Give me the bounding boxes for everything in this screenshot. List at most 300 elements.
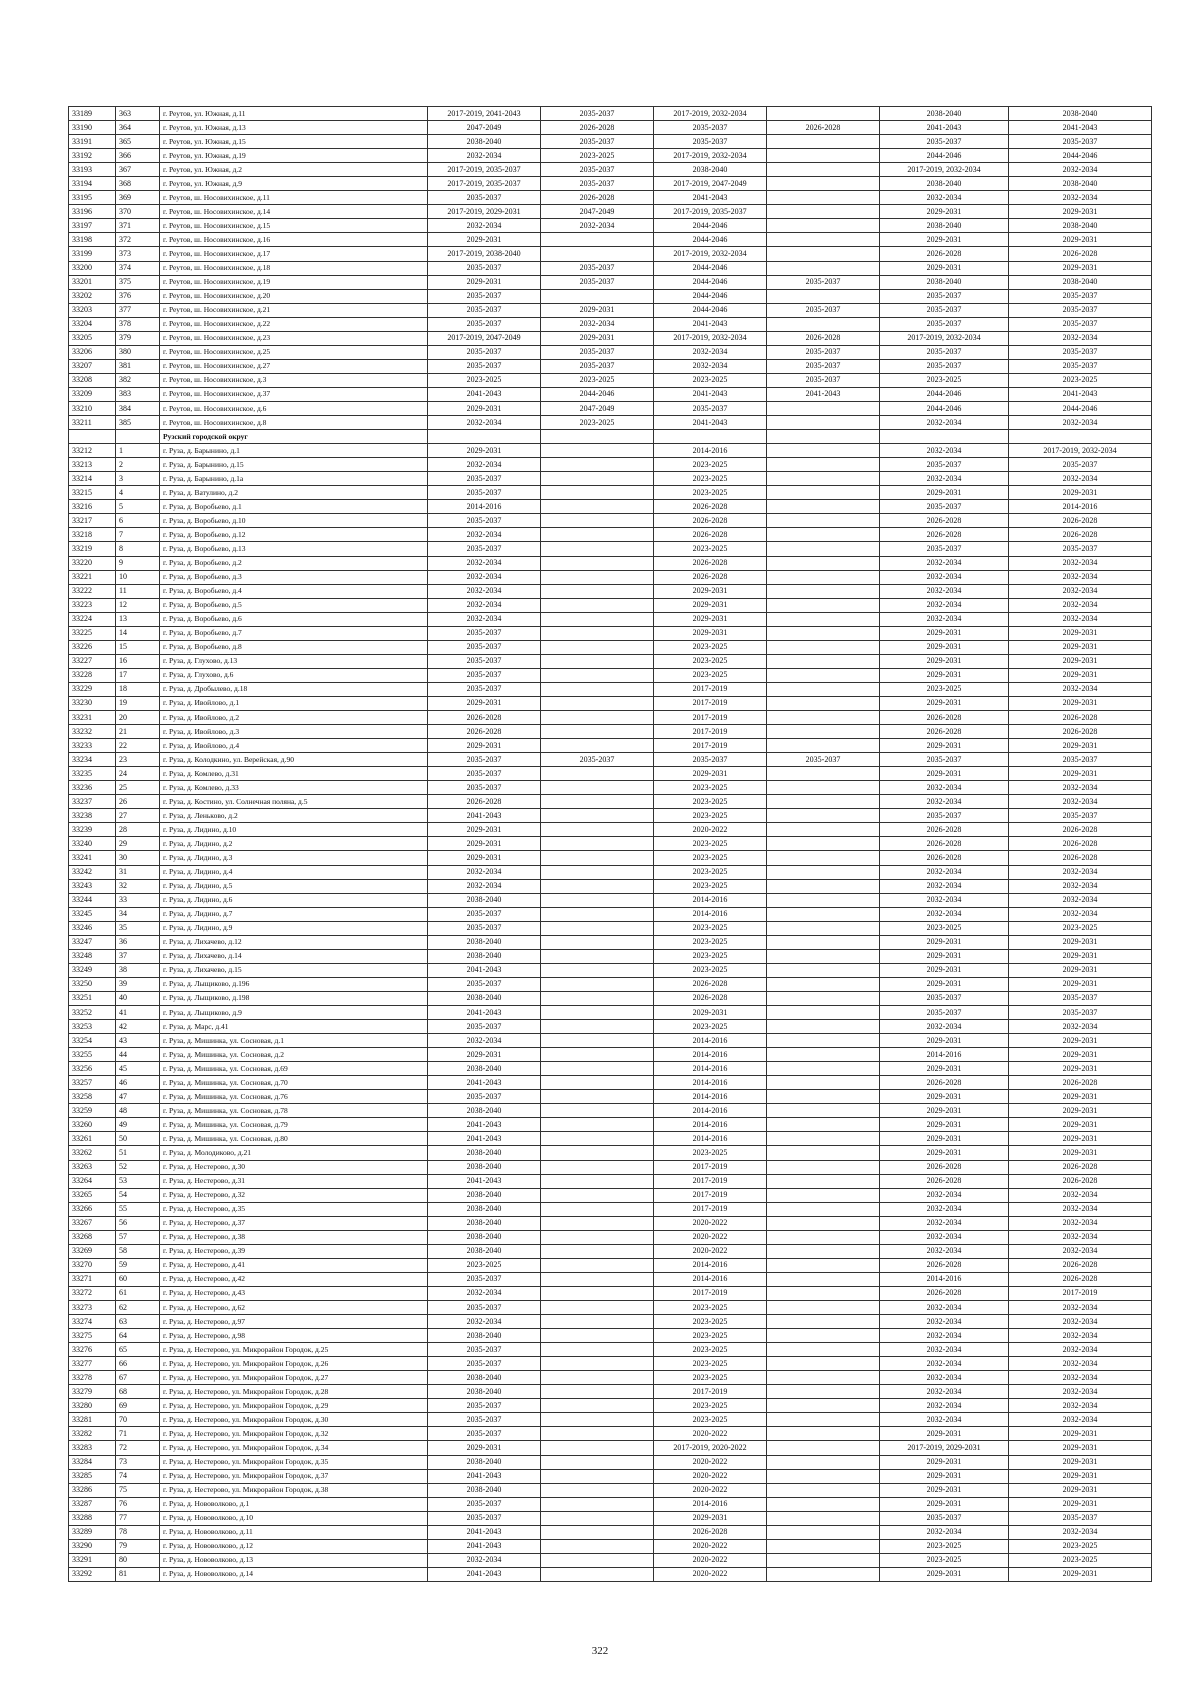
table-cell: 33203 [69,303,116,317]
table-cell: 2023-2025 [880,921,1009,935]
table-cell: 2023-2025 [654,373,767,387]
table-cell: 2029-2031 [880,654,1009,668]
table-cell [767,430,880,444]
table-cell: 2026-2028 [654,528,767,542]
table-cell: г. Руза, д. Воробьево, д.8 [160,640,428,654]
table-cell: 2032-2034 [1009,893,1152,907]
table-cell [767,135,880,149]
table-cell: г. Руза, д. Барынино, д.15 [160,458,428,472]
table-cell: 33252 [69,1006,116,1020]
table-cell: 2017-2019 [654,1286,767,1300]
table-cell: 2032-2034 [1009,1371,1152,1385]
table-row [69,1329,1152,1343]
table-cell: 2032-2034 [541,219,654,233]
table-cell [767,556,880,570]
table-cell: 33190 [69,121,116,135]
table-cell [767,1329,880,1343]
table-cell: 2029-2031 [880,1090,1009,1104]
table-cell [541,1497,654,1511]
table-cell: 33198 [69,233,116,247]
table-cell: 13 [116,612,160,626]
table-row [69,1272,1152,1286]
table-cell [767,1567,880,1581]
table-row [69,233,1152,247]
table-cell: 33196 [69,205,116,219]
table-cell: 2029-2031 [428,851,541,865]
table-cell: г. Руза, д. Воробьево, д.10 [160,514,428,528]
table-cell: 2026-2028 [1009,514,1152,528]
page-number: 322 [591,1645,609,1657]
table-row [69,1160,1152,1174]
table-cell: 2029-2031 [1009,1567,1152,1581]
table-cell [767,809,880,823]
table-cell [767,542,880,556]
table-cell: 2026-2028 [880,711,1009,725]
table-cell: 74 [116,1469,160,1483]
table-cell [541,711,654,725]
table-cell [541,1315,654,1329]
table-row [69,879,1152,893]
table-cell: 2029-2031 [880,205,1009,219]
table-cell: 2035-2037 [767,275,880,289]
table-cell: 2029-2031 [428,696,541,710]
table-cell [541,556,654,570]
table-row [69,1483,1152,1497]
table-cell: 2032-2034 [654,359,767,373]
table-row [69,458,1152,472]
table-cell [767,1371,880,1385]
table-cell: 17 [116,668,160,682]
table-cell: 2029-2031 [1009,1118,1152,1132]
table-cell: 2017-2019, 2047-2049 [428,331,541,345]
table-cell: г. Руза, д. Нестерово, ул. Микрорайон Городок, д.32 [160,1427,428,1441]
table-cell: 33202 [69,289,116,303]
table-cell: 2029-2031 [654,584,767,598]
table-cell: 2032-2034 [428,1553,541,1567]
table-cell: 370 [116,205,160,219]
table-cell [541,725,654,739]
table-cell: 2044-2046 [880,401,1009,415]
table-cell: 2014-2016 [654,1104,767,1118]
table-cell: 2032-2034 [428,598,541,612]
table-row [69,753,1152,767]
table-cell: 2035-2037 [428,1511,541,1525]
table-row [69,1553,1152,1567]
table-cell: 2035-2037 [1009,135,1152,149]
table-cell: 2032-2034 [1009,1357,1152,1371]
table-cell: г. Руза, д. Нестерово, д.97 [160,1315,428,1329]
table-cell: 2029-2031 [541,303,654,317]
table-cell: 2032-2034 [880,1216,1009,1230]
table-cell: г. Руза, д. Нововолково, д.11 [160,1525,428,1539]
table-cell: 2017-2019 [1009,1286,1152,1300]
table-cell [767,570,880,584]
table-cell: 2017-2019, 2032-2034 [654,107,767,121]
table-cell: 2035-2037 [767,373,880,387]
table-cell [767,1497,880,1511]
table-cell: 35 [116,921,160,935]
table-cell: г. Руза, д. Ивойлово, д.2 [160,711,428,725]
table-cell: 2029-2031 [880,1132,1009,1146]
table-cell: 2017-2019, 2041-2043 [428,107,541,121]
table-cell: г. Руза, д. Воробьево, д.1 [160,500,428,514]
table-cell: 42 [116,1020,160,1034]
table-cell: 2032-2034 [428,149,541,163]
table-cell [541,851,654,865]
table-cell: 2032-2034 [880,893,1009,907]
table-cell [69,430,116,444]
table-cell: г. Реутов, ш. Носовихинское, д.15 [160,219,428,233]
table-cell: 2035-2037 [428,767,541,781]
table-cell: 367 [116,163,160,177]
table-cell: г. Руза, д. Барынино, д.1 [160,444,428,458]
table-cell: 33235 [69,767,116,781]
table-cell: 2026-2028 [1009,1174,1152,1188]
table-cell [541,289,654,303]
table-cell [541,626,654,640]
table-cell [541,1132,654,1146]
table-cell: 33257 [69,1076,116,1090]
table-cell [541,1076,654,1090]
table-cell: 33225 [69,626,116,640]
table-cell: 2032-2034 [880,781,1009,795]
table-cell: 2029-2031 [428,275,541,289]
table-cell: 33250 [69,977,116,991]
table-cell: 2029-2031 [880,640,1009,654]
table-cell: 371 [116,219,160,233]
table-row [69,303,1152,317]
table-cell: 2032-2034 [1009,584,1152,598]
table-cell: 14 [116,626,160,640]
table-cell: 33192 [69,149,116,163]
table-row [69,893,1152,907]
table-cell: 33207 [69,359,116,373]
table-cell: 41 [116,1006,160,1020]
table-cell [767,991,880,1005]
table-cell [541,991,654,1005]
table-cell: 385 [116,416,160,430]
table-cell: 2035-2037 [654,401,767,415]
table-row [69,823,1152,837]
table-cell: 2023-2025 [654,809,767,823]
table-cell: 33217 [69,514,116,528]
table-cell [541,1230,654,1244]
table-cell [767,640,880,654]
table-cell: 2032-2034 [1009,1385,1152,1399]
table-cell [541,1258,654,1272]
table-cell: 2029-2031 [880,767,1009,781]
table-row [69,1539,1152,1553]
table-cell: 2035-2037 [1009,359,1152,373]
table-cell [767,317,880,331]
table-cell: 52 [116,1160,160,1174]
table-cell: 2035-2037 [1009,991,1152,1005]
table-cell: г. Руза, д. Нестерово, д.38 [160,1230,428,1244]
table-cell [767,163,880,177]
table-cell: 2029-2031 [1009,1034,1152,1048]
table-row [69,1202,1152,1216]
table-cell [767,191,880,205]
table-cell: 33226 [69,640,116,654]
table-row [69,1286,1152,1300]
table-cell: 33248 [69,949,116,963]
table-cell: 2035-2037 [880,542,1009,556]
table-cell: 2035-2037 [880,1006,1009,1020]
table-cell: 2038-2040 [428,949,541,963]
table-cell [767,1469,880,1483]
table-cell: г. Руза, д. Костино, ул. Солнечная поляна, д.5 [160,795,428,809]
table-cell: г. Руза, д. Лидино, д.9 [160,921,428,935]
table-cell: 2026-2028 [880,247,1009,261]
table-row [69,1244,1152,1258]
table-cell: 2017-2019, 2035-2037 [654,205,767,219]
table-cell: 2029-2031 [1009,1048,1152,1062]
table-cell: 2032-2034 [880,584,1009,598]
table-cell: г. Руза, д. Лидино, д.10 [160,823,428,837]
table-cell: 2032-2034 [880,1413,1009,1427]
table-cell: 2026-2028 [767,121,880,135]
table-cell: 2023-2025 [654,1413,767,1427]
table-cell: 2032-2034 [654,345,767,359]
table-cell: г. Руза, д. Воробьево, д.12 [160,528,428,542]
table-row [69,1441,1152,1455]
table-cell [767,1244,880,1258]
table-cell: г. Руза, д. Нестерово, ул. Микрорайон Городок, д.34 [160,1441,428,1455]
table-cell: 2041-2043 [654,317,767,331]
table-row [69,1146,1152,1160]
table-cell [767,1357,880,1371]
table-cell: 2032-2034 [1009,1300,1152,1314]
table-cell: 2035-2037 [428,1343,541,1357]
table-cell: 2038-2040 [880,219,1009,233]
table-cell: 2035-2037 [428,1497,541,1511]
table-row [69,837,1152,851]
table-cell: 2017-2019, 2020-2022 [654,1441,767,1455]
table-cell: 29 [116,837,160,851]
table-row [69,1399,1152,1413]
table-cell: 57 [116,1230,160,1244]
table-cell: 33246 [69,921,116,935]
table-cell [767,739,880,753]
table-cell: 33230 [69,696,116,710]
table-cell [541,696,654,710]
table-cell: 33 [116,893,160,907]
table-cell [767,1272,880,1286]
table-cell: г. Руза, д. Нестерово, д.42 [160,1272,428,1286]
table-cell [541,1427,654,1441]
table-cell: 2023-2025 [654,935,767,949]
table-cell: 2032-2034 [880,570,1009,584]
table-cell: 2020-2022 [654,1230,767,1244]
table-cell: 15 [116,640,160,654]
table-cell: 33269 [69,1244,116,1258]
table-cell: 2038-2040 [428,1244,541,1258]
table-cell: 30 [116,851,160,865]
table-cell: 2038-2040 [428,1188,541,1202]
table-cell: 2023-2025 [654,837,767,851]
table-cell: г. Руза, д. Нестерово, ул. Микрорайон Городок, д.29 [160,1399,428,1413]
table-cell: 46 [116,1076,160,1090]
table-cell: г. Руза, д. Мишинка, ул. Сосновая, д.78 [160,1104,428,1118]
table-cell: 2029-2031 [880,486,1009,500]
table-cell: 2035-2037 [541,345,654,359]
table-cell: 33201 [69,275,116,289]
table-row [69,1469,1152,1483]
table-cell: 375 [116,275,160,289]
table-row [69,640,1152,654]
table-cell: 78 [116,1525,160,1539]
table-cell [541,247,654,261]
table-cell [767,528,880,542]
table-cell [767,893,880,907]
table-cell: 2041-2043 [1009,387,1152,401]
table-cell: 2026-2028 [654,977,767,991]
schedule-table [68,106,1152,1582]
table-cell [541,1034,654,1048]
table-cell: 2017-2019 [654,1188,767,1202]
table-row [69,1118,1152,1132]
table-cell: 7 [116,528,160,542]
table-cell: 2023-2025 [654,1343,767,1357]
table-cell [767,500,880,514]
table-cell: 53 [116,1174,160,1188]
table-cell: 2032-2034 [880,472,1009,486]
table-cell: 2041-2043 [428,1525,541,1539]
table-cell [541,1483,654,1497]
table-cell: 2035-2037 [767,359,880,373]
table-row [69,444,1152,458]
table-cell: 47 [116,1090,160,1104]
table-cell: 2038-2040 [428,935,541,949]
table-cell: 2029-2031 [880,1567,1009,1581]
table-cell: 2038-2040 [428,1385,541,1399]
table-cell: 33222 [69,584,116,598]
table-cell: 2029-2031 [428,1441,541,1455]
table-cell [767,612,880,626]
table-cell: 2017-2019, 2029-2031 [880,1441,1009,1455]
table-cell: 33191 [69,135,116,149]
table-body [69,107,1152,1582]
table-row [69,1385,1152,1399]
table-cell: г. Руза, д. Нестерово, ул. Микрорайон Городок, д.27 [160,1371,428,1385]
table-cell [767,1455,880,1469]
table-cell: 2029-2031 [880,1062,1009,1076]
table-cell: 33279 [69,1385,116,1399]
table-row [69,359,1152,373]
table-cell: 33251 [69,991,116,1005]
table-row [69,430,1152,444]
table-cell: 2029-2031 [880,1034,1009,1048]
table-cell [767,1062,880,1076]
table-cell: 2032-2034 [880,879,1009,893]
table-cell: 2029-2031 [1009,1132,1152,1146]
table-cell [541,668,654,682]
table-cell: 2032-2034 [880,1399,1009,1413]
table-cell [767,1441,880,1455]
table-cell [767,865,880,879]
table-cell: 33216 [69,500,116,514]
table-cell [541,458,654,472]
table-cell: 2032-2034 [880,1357,1009,1371]
table-cell [767,584,880,598]
table-cell: 33282 [69,1427,116,1441]
table-cell: 2038-2040 [880,275,1009,289]
table-cell [767,177,880,191]
table-cell: 2032-2034 [428,416,541,430]
table-cell: 2035-2037 [428,907,541,921]
table-cell: 2035-2037 [428,1427,541,1441]
table-cell: 2014-2016 [654,1048,767,1062]
table-cell: 33231 [69,711,116,725]
table-cell: г. Руза, д. Воробьево, д.13 [160,542,428,556]
table-cell: 2029-2031 [1009,977,1152,991]
table-cell: 2035-2037 [1009,345,1152,359]
table-cell: 76 [116,1497,160,1511]
table-cell: г. Руза, д. Мишинка, ул. Сосновая, д.70 [160,1076,428,1090]
table-cell: 2035-2037 [541,753,654,767]
table-cell [541,893,654,907]
table-cell: 2032-2034 [1009,1329,1152,1343]
table-cell [541,1160,654,1174]
table-cell: 81 [116,1567,160,1581]
table-cell: г. Реутов, ш. Носовихинское, д.22 [160,317,428,331]
table-cell: 2017-2019 [654,1160,767,1174]
table-cell: 2035-2037 [541,177,654,191]
table-cell: г. Руза, д. Мишинка, ул. Сосновая, д.80 [160,1132,428,1146]
table-cell [541,444,654,458]
table-cell: 2023-2025 [654,1329,767,1343]
table-row [69,1258,1152,1272]
table-cell [767,1511,880,1525]
table-cell: 2044-2046 [654,233,767,247]
table-cell: 2032-2034 [428,612,541,626]
table-cell [541,472,654,486]
table-cell [767,837,880,851]
table-cell: г. Руза, д. Молодиково, д.21 [160,1146,428,1160]
table-cell: 23 [116,753,160,767]
table-row [69,401,1152,415]
table-cell: 2035-2037 [428,640,541,654]
table-cell: 2023-2025 [1009,373,1152,387]
table-cell: 33193 [69,163,116,177]
table-cell: г. Руза, д. Нестерово, д.39 [160,1244,428,1258]
table-row [69,528,1152,542]
table-cell: 2026-2028 [654,556,767,570]
table-cell: 2029-2031 [1009,1497,1152,1511]
table-cell: 376 [116,289,160,303]
table-row [69,725,1152,739]
table-cell: 2023-2025 [1009,921,1152,935]
table-cell: 2032-2034 [880,444,1009,458]
table-cell: 2044-2046 [880,149,1009,163]
table-cell: 2035-2037 [428,303,541,317]
table-cell: 2035-2037 [428,682,541,696]
table-cell: г. Руза, д. Комлево, д.31 [160,767,428,781]
table-cell: 2047-2049 [428,121,541,135]
table-cell: 37 [116,949,160,963]
table-cell: 2029-2031 [880,1497,1009,1511]
table-cell: 2032-2034 [880,612,1009,626]
table-cell: 2029-2031 [880,1455,1009,1469]
table-cell [767,1343,880,1357]
table-cell: 2023-2025 [654,542,767,556]
table-cell: 2029-2031 [880,1427,1009,1441]
table-cell: 2017-2019 [654,696,767,710]
table-cell: 2020-2022 [654,1567,767,1581]
table-row [69,1104,1152,1118]
table-cell: 2035-2037 [428,668,541,682]
table-cell: 2032-2034 [428,1034,541,1048]
